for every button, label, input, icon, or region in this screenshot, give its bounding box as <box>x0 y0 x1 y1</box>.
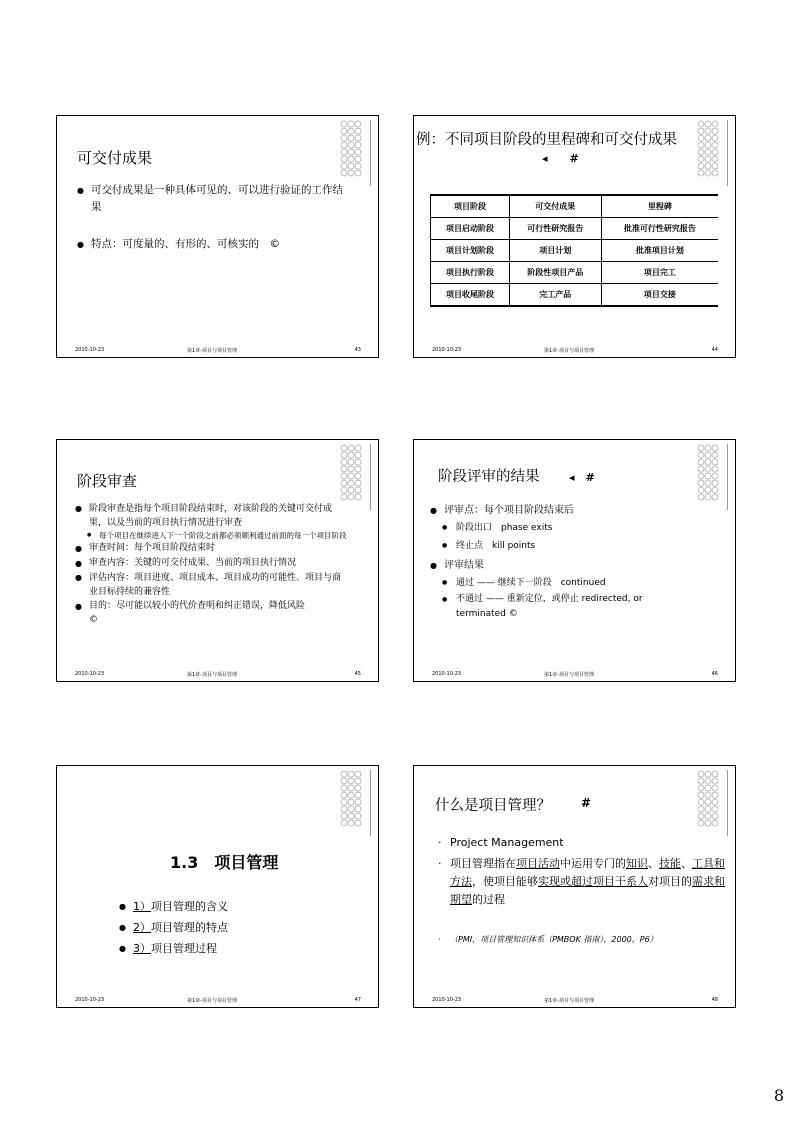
bullet: ● 可交付成果是一种具体可见的、可以进行验证的工作结果 <box>77 182 347 216</box>
footer-date: 2010-10-23 <box>432 997 462 1003</box>
table-row <box>431 218 719 240</box>
table-header-cell: 可交付成果 <box>509 195 601 218</box>
slide-43 <box>56 115 379 358</box>
footer-number: 46 <box>711 671 718 677</box>
milestone-table <box>430 194 718 307</box>
underlined-term: 技能 <box>659 857 681 870</box>
bullet: ● 审查时间：每个项目阶段结束时 <box>75 541 347 556</box>
table-header-cell: 项目阶段 <box>431 195 510 218</box>
bullet: ● 目的：尽可能以较小的代价查明和纠正错误，降低风险 <box>75 599 347 614</box>
divider <box>370 770 371 836</box>
list-item <box>119 938 319 959</box>
slide-44 <box>413 115 736 358</box>
paragraph <box>436 855 726 909</box>
table-cell: 完工产品 <box>509 284 601 307</box>
footer-date: 2010-10-23 <box>432 671 462 677</box>
table-cell: 项目执行阶段 <box>431 262 510 284</box>
underlined-term: 实现或超过 <box>538 875 593 888</box>
table-cell: 项目计划阶段 <box>431 240 510 262</box>
decorative-dots-icon <box>697 120 723 182</box>
nav-marker[interactable]: ◂ # <box>542 152 579 165</box>
table-cell: 批准可行性研究报告 <box>601 218 718 240</box>
sub-bullet: ● 不通过 —— 重新定位，或停止 redirected, or terminated © <box>430 592 710 622</box>
footer-number: 44 <box>711 347 718 353</box>
sub-bullet: ● 通过 —— 继续下一阶段 continued <box>430 574 710 592</box>
footer-date: 2010-10-23 <box>75 671 105 677</box>
text-run: 、 <box>681 857 692 870</box>
table-cell: 阶段性项目产品 <box>509 262 601 284</box>
footer-number: 48 <box>711 997 718 1003</box>
text-run: 项目管理指在 <box>450 857 516 870</box>
slide-47 <box>56 765 379 1008</box>
nav-marker[interactable]: ◂ # <box>569 471 595 484</box>
decorative-dots-icon <box>697 770 723 832</box>
footer-chapter: 第1章-项目与项目管理 <box>544 672 594 678</box>
list-item <box>119 917 319 938</box>
underlined-term: 工具和方法 <box>450 857 725 888</box>
footer-chapter: 第1章-项目与项目管理 <box>544 348 594 354</box>
slide-title: 阶段评审的结果 <box>438 469 540 485</box>
underlined-term: 需求和期望 <box>450 875 725 906</box>
footer-date: 2010-10-23 <box>75 347 105 353</box>
decorative-dots-icon <box>340 444 366 506</box>
slide-48 <box>413 765 736 1008</box>
bullet: ● 评审点：每个项目阶段结束后 <box>430 502 710 519</box>
citation: · （PMI，项目管理知识体系（PMBOK 指南），2000，P6） <box>436 933 726 947</box>
table-header-row <box>431 195 719 218</box>
divider <box>370 120 371 186</box>
table-cell: 项目计划 <box>509 240 601 262</box>
slide-title: 1.3 项目管理 <box>170 853 279 872</box>
footer-chapter: 第1章-项目与项目管理 <box>187 672 237 678</box>
table-cell: 可行性研究报告 <box>509 218 601 240</box>
table-row <box>431 240 719 262</box>
table-cell: 批准项目计划 <box>601 240 718 262</box>
list-item <box>119 896 319 917</box>
slide-title: 阶段审查 <box>77 472 138 490</box>
footer-number: 47 <box>354 997 361 1003</box>
table-cell: 项目交接 <box>601 284 718 307</box>
decorative-dots-icon <box>340 120 366 182</box>
footer-chapter: 第1章-项目与项目管理 <box>187 998 237 1004</box>
slide-45 <box>56 439 379 682</box>
text-run: 、 <box>648 857 659 870</box>
table-header-cell: 里程碑 <box>601 195 718 218</box>
nav-marker[interactable]: # <box>581 796 592 810</box>
sub-bullet: ● 终止点 kill points <box>430 537 710 555</box>
footer-date: 2010-10-23 <box>432 347 462 353</box>
bullet: ● 评审结果 <box>430 557 710 574</box>
text-run: 对项目的 <box>648 875 692 888</box>
text-run: 的过程 <box>472 893 505 906</box>
decorative-dots-icon <box>697 444 723 506</box>
slide-title: 什么是项目管理？ <box>435 798 551 814</box>
item-number: 2） <box>133 921 151 934</box>
item-text: 项目管理的特点 <box>151 921 228 934</box>
bullet-text: 阶段审查是指每个项目阶段结束时，对该阶段的关键可交付成果，以及当前的项目执行情况进行审查 <box>89 504 333 528</box>
sub-bullet: ● 每个项目在继续进入下一个阶段之前都必须顺利通过前面的每一个项目阶段 <box>75 530 347 541</box>
bullet: ● 审查内容：关键的可交付成果、当前的项目执行情况 <box>75 556 347 571</box>
item-number: 1） <box>133 900 151 913</box>
table-cell: 项目完工 <box>601 262 718 284</box>
bullet <box>75 502 347 530</box>
underlined-term: 知识 <box>626 857 648 870</box>
footer-date: 2010-10-23 <box>75 997 105 1003</box>
bullet: ● 评估内容：项目进度、项目成本、项目成功的可能性、项目与商业目标持续的兼容性 <box>75 571 347 599</box>
copyright-mark: © <box>89 615 98 625</box>
table-row <box>431 262 719 284</box>
paragraph: · Project Management <box>436 834 726 851</box>
divider <box>370 444 371 510</box>
bullet: ● 特点：可度量的、有形的、可核实的 © <box>77 236 347 253</box>
item-text: 项目管理过程 <box>151 942 217 955</box>
decorative-dots-icon <box>340 770 366 832</box>
footer-number: 45 <box>354 671 361 677</box>
footer-chapter: 第1章-项目与项目管理 <box>544 998 594 1004</box>
item-text: 项目管理的含义 <box>151 900 228 913</box>
slide-title: 例：不同项目阶段的里程碑和可交付成果 <box>416 128 677 149</box>
text-run: 中运用专门的 <box>560 857 626 870</box>
sub-bullet: ● 阶段出口 phase exits <box>430 519 710 537</box>
table-row <box>431 284 719 307</box>
underlined-term: 项目干系人 <box>593 875 648 888</box>
divider <box>727 770 728 836</box>
table-cell: 项目启动阶段 <box>431 218 510 240</box>
footer-number: 43 <box>354 347 361 353</box>
item-number: 3） <box>133 942 151 955</box>
slide-title: 可交付成果 <box>77 149 153 167</box>
footer-chapter: 第1章-项目与项目管理 <box>187 348 237 354</box>
text-run: ，使项目能够 <box>472 875 538 888</box>
divider <box>727 120 728 186</box>
table-cell: 项目收尾阶段 <box>431 284 510 307</box>
divider <box>727 444 728 510</box>
underlined-term: 项目活动 <box>516 857 560 870</box>
slide-46 <box>413 439 736 682</box>
page-number: 8 <box>773 1086 784 1105</box>
